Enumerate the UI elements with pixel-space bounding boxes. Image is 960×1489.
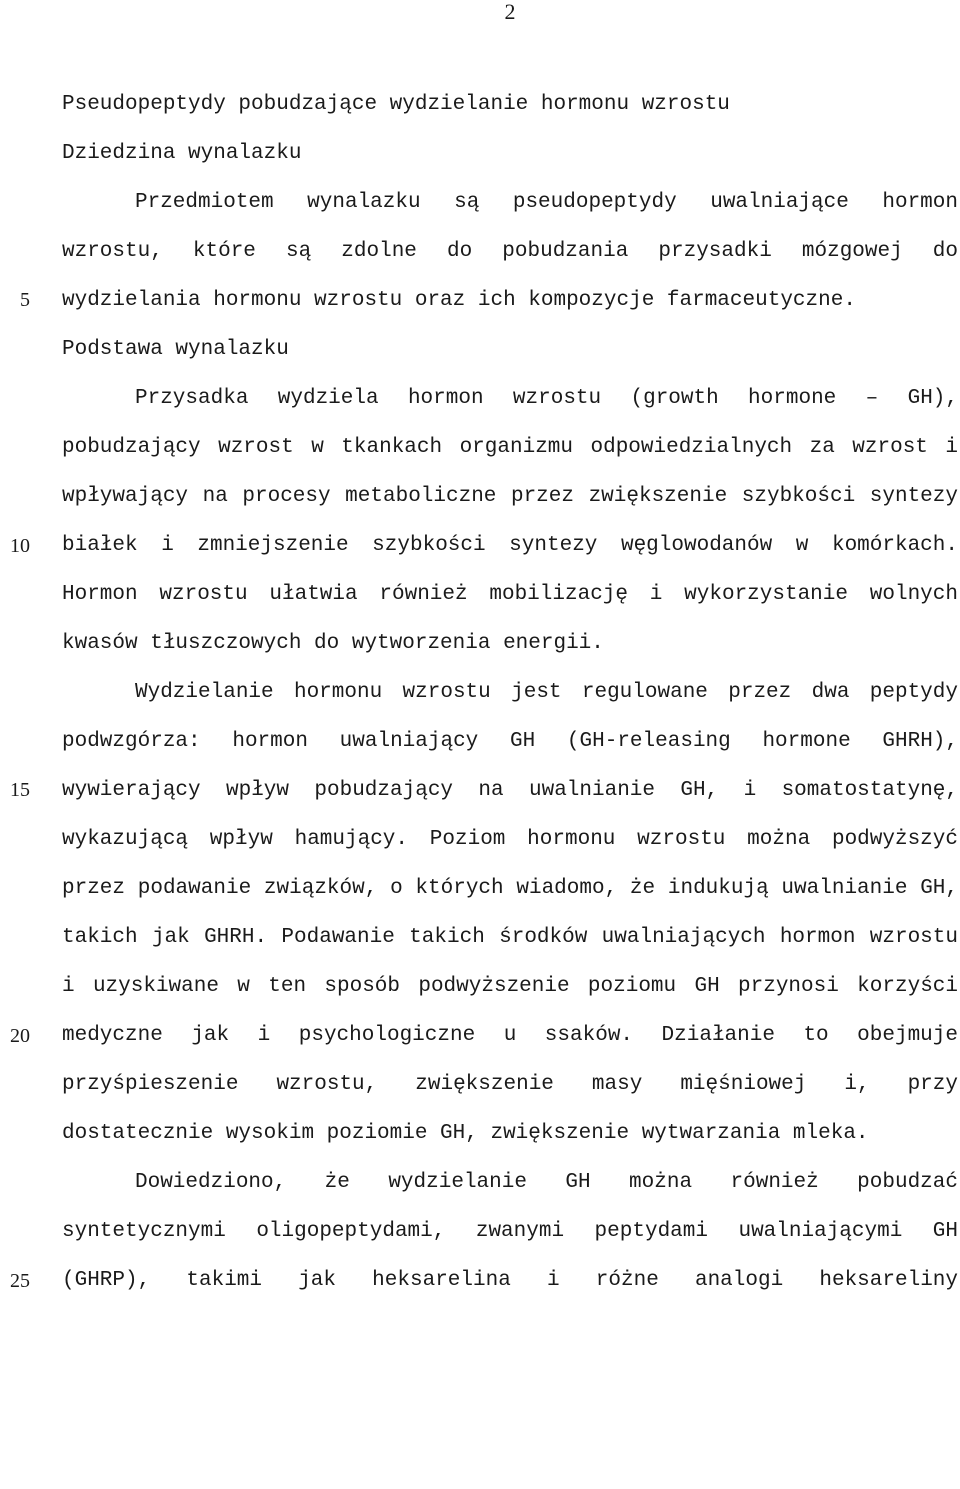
document-title: Pseudopeptydy pobudzające wydzielanie hormonu wzrostu xyxy=(62,93,730,116)
basis-paragraph-1: Przysadka wydziela hormon wzrostu (growth hormone – GH), pobudzający wzrost w tkankach organizmu odpowiedzialnych za wzrost i wpływający na procesy metaboliczne przez zwiększenie szybkości syntezy białek i zmniejszenie szybkości syntezy węglowodanów w komórkach. Hormon wzrostu ułatwia również mobilizację i wykorzystanie wolnych kwasów tłuszczowych do wytworzenia energii. xyxy=(62,387,958,655)
line-number-10: 10 xyxy=(10,535,30,557)
page-number: 2 xyxy=(504,0,516,24)
line-number-20: 20 xyxy=(10,1025,30,1047)
field-paragraph: Przedmiotem wynalazku są pseudopeptydy uwalniające hormon wzrostu, które są zdolne do pobudzania przysadki mózgowej do wydzielania hormonu wzrostu oraz ich kompozycje farmaceutyczne. xyxy=(62,191,958,312)
field-heading: Dziedzina wynalazku xyxy=(62,142,302,165)
basis-paragraph-3: Dowiedziono, że wydzielanie GH można również pobudzać syntetycznymi oligopeptydami, zwanymi peptydami uwalniającymi GH (GHRP), takimi jak heksarelina i różne analogi heksareliny xyxy=(62,1171,958,1292)
line-number-25: 25 xyxy=(10,1270,30,1292)
basis-heading: Podstawa wynalazku xyxy=(62,338,289,361)
line-number-15: 15 xyxy=(10,779,30,801)
line-number-margin xyxy=(0,0,40,1489)
line-number-5: 5 xyxy=(20,289,30,311)
document-body xyxy=(62,80,958,1305)
basis-paragraph-2: Wydzielanie hormonu wzrostu jest regulowane przez dwa peptydy podwzgórza: hormon uwalniający GH (GH-releasing hormone GHRH), wywierający wpływ pobudzający na uwalnianie GH, i somatostatynę, wykazującą wpływ hamujący. Poziom hormonu wzrostu można podwyższyć przez podawanie związków, o których wiadomo, że indukują uwalnianie GH, takich jak GHRH. Podawanie takich środków uwalniających hormon wzrostu i uzyskiwane w ten sposób podwyższenie poziomu GH przynosi korzyści medyczne jak i psychologiczne u ssaków. Działanie to obejmuje przyśpieszenie wzrostu, zwiększenie masy mięśniowej i, przy dostatecznie wysokim poziomie GH, zwiększenie wytwarzania mleka. xyxy=(62,681,958,1145)
